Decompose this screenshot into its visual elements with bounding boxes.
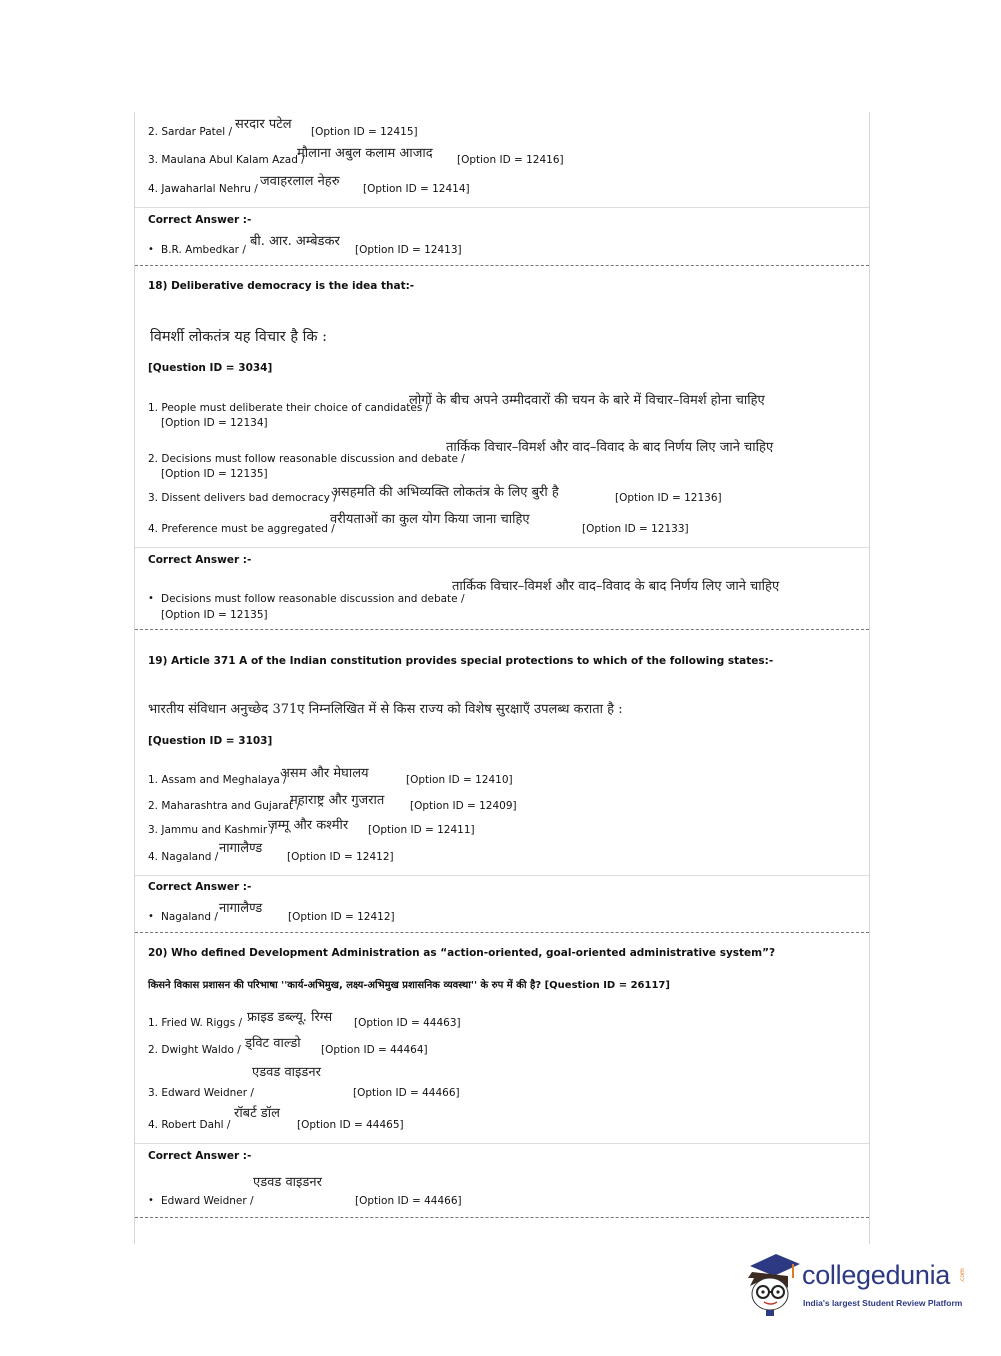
q20-option-4-hi: रॉबर्ट डॉल	[234, 1106, 280, 1121]
q20-option-3-en: 3. Edward Weidner /	[148, 1087, 254, 1099]
q20-correct-label: Correct Answer :-	[148, 1150, 252, 1162]
q18-option-3-hi: असहमति की अभिव्यक्ति लोकतंत्र के लिए बुरी है	[331, 485, 559, 500]
q20-option-1-hi: फ्राइड डब्ल्यू. रिग्स	[247, 1010, 333, 1025]
bullet: •	[148, 244, 154, 255]
q19-option-3-en: 3. Jammu and Kashmir /	[148, 824, 275, 836]
divider	[135, 875, 869, 876]
q18-option-1-en: 1. People must deliberate their choice of candidates /	[148, 402, 430, 414]
q18-question-hi: विमर्शी लोकतंत्र यह विचार है कि :	[150, 329, 328, 345]
q18-option-4-hi: वरीयताओं का कुल योग किया जाना चाहिए	[330, 512, 530, 527]
q18-question: 18) Deliberative democracy is the idea that:-	[148, 280, 415, 292]
q20-question: 20) Who defined Development Administration as “action-oriented, goal-oriented administrative system”?	[148, 947, 776, 959]
q17-option-2-en: 2. Sardar Patel /	[148, 126, 233, 138]
mascot-icon	[742, 1248, 804, 1318]
q20-option-1-id: [Option ID = 44463]	[354, 1017, 461, 1029]
q18-option-4-en: 4. Preference must be aggregated /	[148, 523, 335, 535]
q19-option-2-en: 2. Maharashtra and Gujarat /	[148, 800, 300, 812]
q19-option-2-hi: महाराष्ट्र और गुजरात	[290, 793, 385, 808]
q20-answer-hi: एडवड वाइडनर	[253, 1175, 322, 1190]
q19-answer-en: Nagaland /	[161, 911, 218, 923]
q17-option-4-hi: जवाहरलाल नेहरु	[260, 174, 340, 189]
q19-option-2-id: [Option ID = 12409]	[410, 800, 517, 812]
question-divider	[135, 629, 869, 630]
q18-option-4-id: [Option ID = 12133]	[582, 523, 689, 535]
bullet: •	[148, 911, 154, 922]
q19-option-3-hi: जम्मू और कश्मीर	[268, 818, 349, 833]
q18-question-id: [Question ID = 3034]	[148, 362, 273, 374]
q19-question-id: [Question ID = 3103]	[148, 735, 273, 747]
q20-answer-id: [Option ID = 44466]	[355, 1195, 462, 1207]
q18-option-2-id: [Option ID = 12135]	[161, 468, 268, 480]
q20-option-3-id: [Option ID = 44466]	[353, 1087, 460, 1099]
bullet: •	[148, 1195, 154, 1206]
q20-answer-en: Edward Weidner /	[161, 1195, 254, 1207]
q18-option-3-id: [Option ID = 12136]	[615, 492, 722, 504]
q18-option-3-en: 3. Dissent delivers bad democracy /	[148, 492, 337, 504]
q17-option-3-id: [Option ID = 12416]	[457, 154, 564, 166]
q20-option-3-hi: एडवड वाइडनर	[252, 1065, 321, 1080]
q20-question-hi: किसने विकास प्रशासन की परिभाषा ''कार्य-अभिमुख, लक्ष्य-अभिमुख प्रशासनिक व्यवस्था'' के रुप में की है? [Question ID = 26117]	[148, 980, 670, 991]
question-divider	[135, 932, 869, 933]
q18-answer-en: Decisions must follow reasonable discussion and debate /	[161, 593, 465, 605]
q17-answer-id: [Option ID = 12413]	[355, 244, 462, 256]
q19-option-4-id: [Option ID = 12412]	[287, 851, 394, 863]
q18-correct-label: Correct Answer :-	[148, 554, 252, 566]
q19-option-1-id: [Option ID = 12410]	[406, 774, 513, 786]
logo-tagline: India's largest Student Review Platform	[803, 1298, 963, 1308]
q17-correct-label: Correct Answer :-	[148, 214, 252, 226]
q19-option-3-id: [Option ID = 12411]	[368, 824, 475, 836]
question-divider	[135, 1217, 869, 1218]
q18-answer-id: [Option ID = 12135]	[161, 609, 268, 621]
q20-option-2-id: [Option ID = 44464]	[321, 1044, 428, 1056]
bullet: •	[148, 593, 154, 604]
q17-option-3-en: 3. Maulana Abul Kalam Azad /	[148, 154, 305, 166]
q19-option-4-en: 4. Nagaland /	[148, 851, 219, 863]
q18-option-2-en: 2. Decisions must follow reasonable discussion and debate /	[148, 453, 465, 465]
q19-answer-id: [Option ID = 12412]	[288, 911, 395, 923]
divider	[135, 207, 869, 208]
divider	[135, 1143, 869, 1144]
q17-option-2-id: [Option ID = 12415]	[311, 126, 418, 138]
collegedunia-logo	[742, 1248, 968, 1320]
q19-option-1-en: 1. Assam and Meghalaya /	[148, 774, 287, 786]
question-divider	[135, 265, 869, 266]
q20-option-2-hi: ड्विट वाल्डो	[245, 1036, 301, 1051]
q20-option-4-id: [Option ID = 44465]	[297, 1119, 404, 1131]
q20-option-1-en: 1. Fried W. Riggs /	[148, 1017, 243, 1029]
divider	[135, 547, 869, 548]
q19-question-hi: भारतीय संविधान अनुच्छेद 371ए निम्नलिखित में से किस राज्य को विशेष सुरक्षाएँ उपलब्ध कराता है :	[148, 702, 623, 717]
exam-page	[134, 112, 870, 1244]
q20-option-4-en: 4. Robert Dahl /	[148, 1119, 231, 1131]
q18-option-2-hi: तार्किक विचार–विमर्श और वाद–विवाद के बाद निर्णय लिए जाने चाहिए	[446, 440, 774, 455]
q18-answer-hi: तार्किक विचार–विमर्श और वाद–विवाद के बाद निर्णय लिए जाने चाहिए	[452, 579, 780, 594]
logo-suffix: .com	[958, 1268, 966, 1283]
q18-option-1-id: [Option ID = 12134]	[161, 417, 268, 429]
q17-answer-en: B.R. Ambedkar /	[161, 244, 246, 256]
logo-wordmark: collegedunia	[802, 1260, 951, 1290]
q19-correct-label: Correct Answer :-	[148, 881, 252, 893]
q17-option-3-hi: मौलाना अबुल कलाम आजाद	[297, 146, 433, 161]
q18-option-1-hi: लोगों के बीच अपने उम्मीदवारों की चयन के बारे में विचार–विमर्श होना चाहिए	[409, 393, 765, 408]
q19-option-1-hi: असम और मेघालय	[280, 766, 369, 781]
q19-question: 19) Article 371 A of the Indian constitution provides special protections to which of the following states:-	[148, 655, 774, 667]
q17-option-4-id: [Option ID = 12414]	[363, 183, 470, 195]
q17-answer-hi: बी. आर. अम्बेडकर	[250, 234, 340, 249]
q20-option-2-en: 2. Dwight Waldo /	[148, 1044, 241, 1056]
q19-answer-hi: नागालैण्ड	[219, 901, 263, 916]
q19-option-4-hi: नागालैण्ड	[219, 841, 263, 856]
q17-option-4-en: 4. Jawaharlal Nehru /	[148, 183, 258, 195]
q17-option-2-hi: सरदार पटेल	[235, 117, 292, 132]
